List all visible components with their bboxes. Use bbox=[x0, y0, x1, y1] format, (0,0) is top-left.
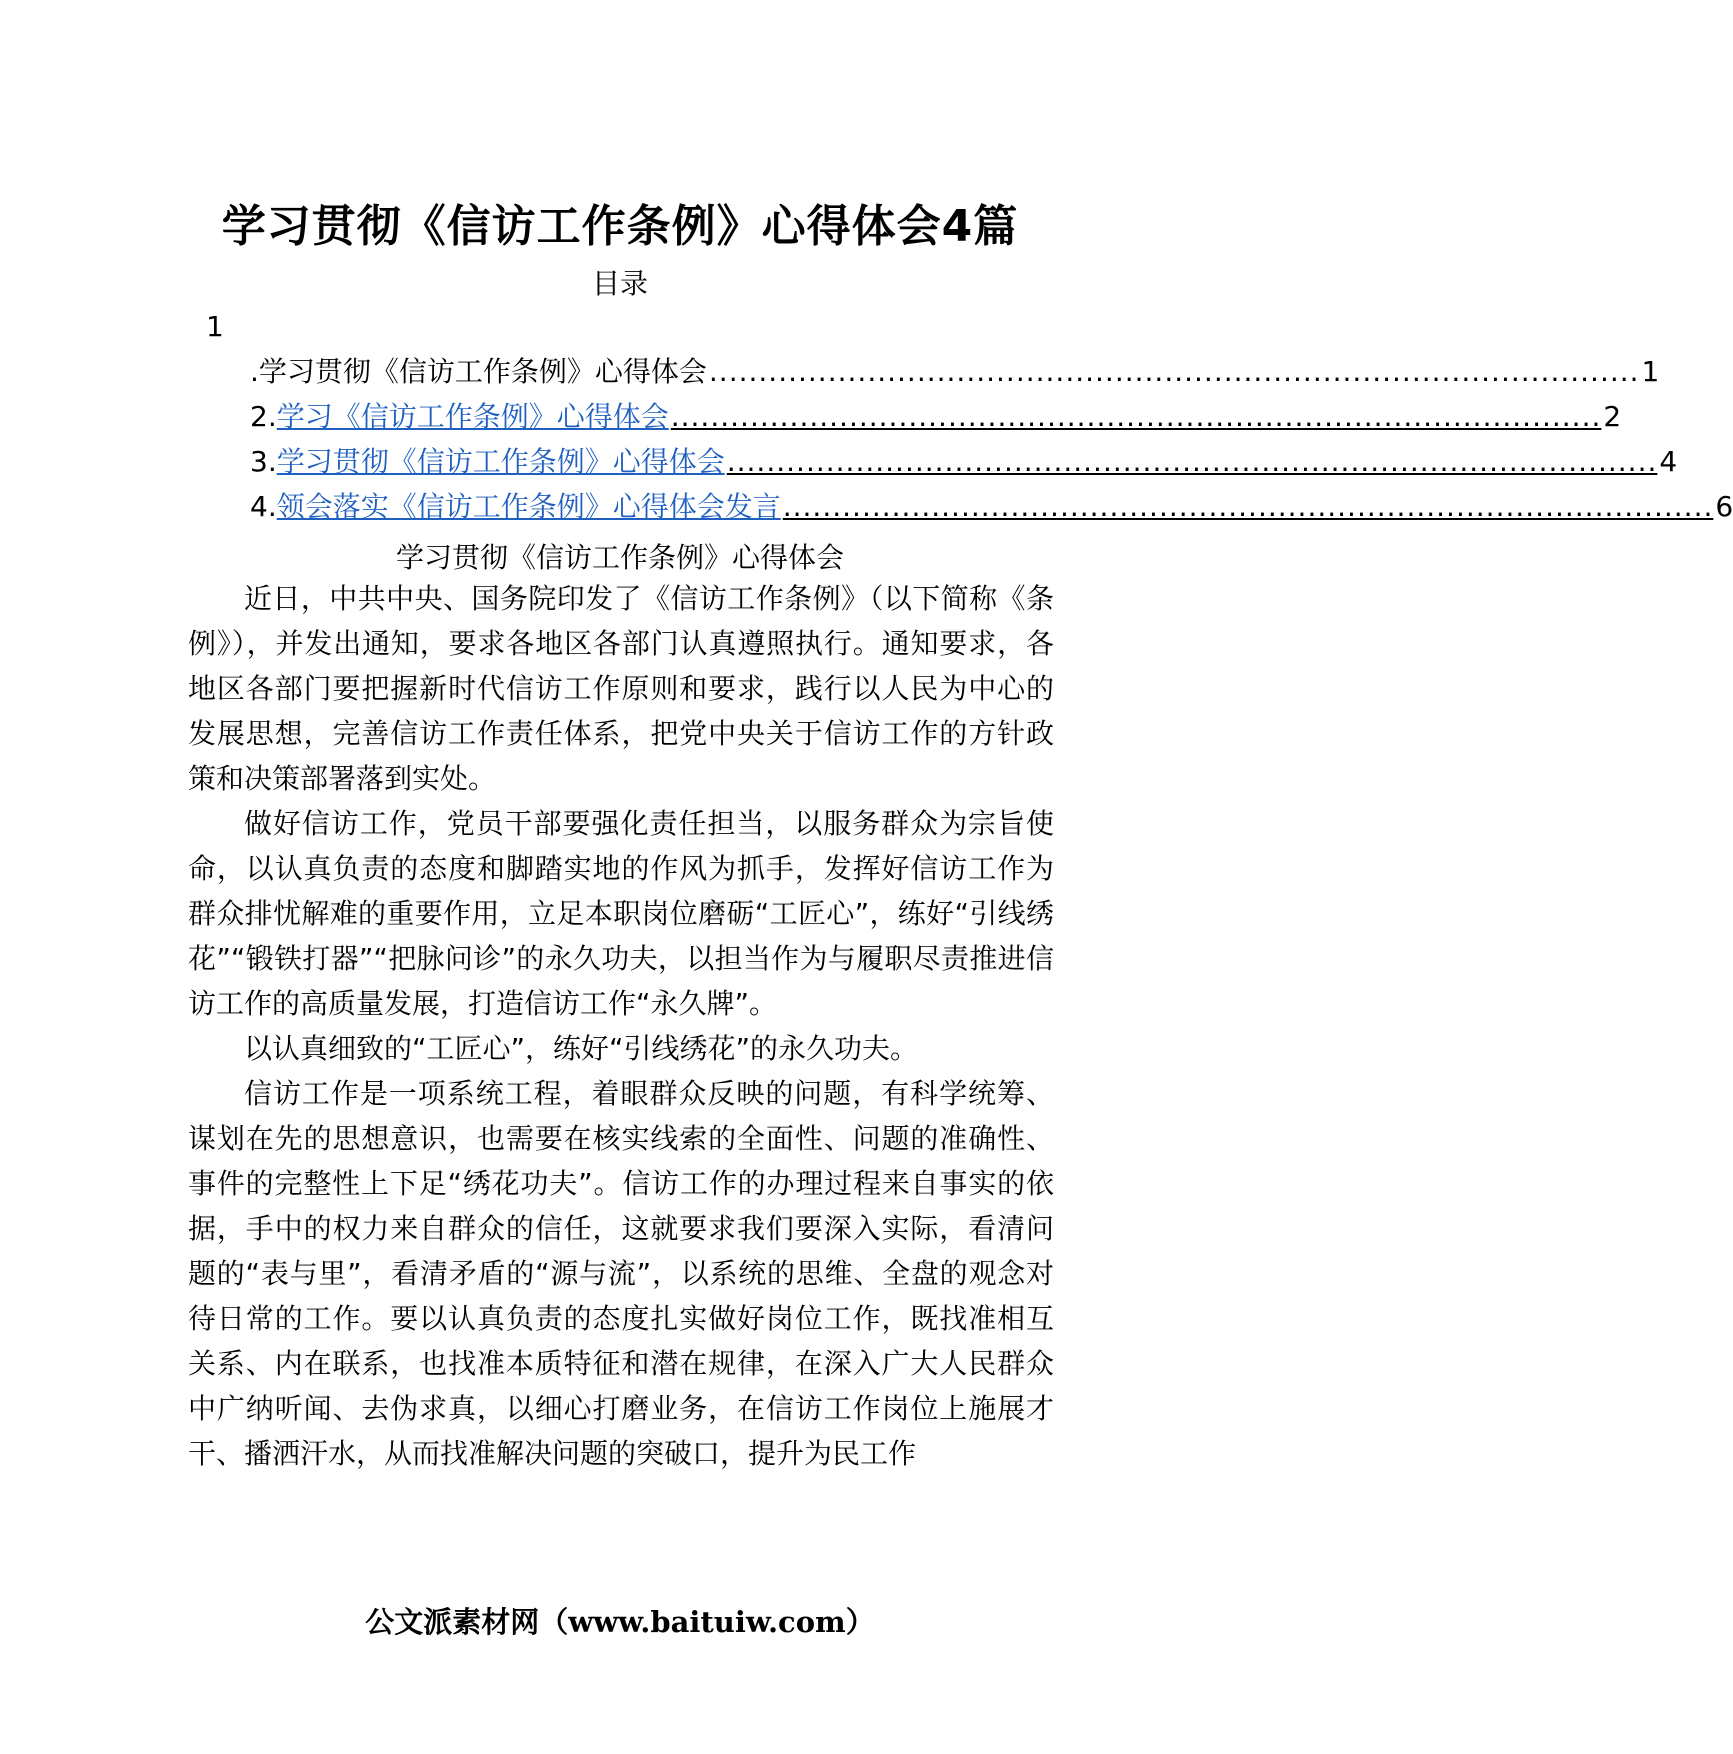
toc-item-text[interactable]: 学习《信访工作条例》心得体会 bbox=[276, 400, 669, 433]
toc-item-page: 2 bbox=[1603, 400, 1622, 433]
toc-heading: 目录 bbox=[591, 267, 648, 300]
section-title: 学习贯彻《信访工作条例》心得体会 bbox=[395, 541, 844, 574]
toc-item-link[interactable] bbox=[250, 440, 1678, 485]
toc-item[interactable] bbox=[250, 350, 1660, 395]
toc-item-text[interactable]: 学习贯彻《信访工作条例》心得体会 bbox=[276, 445, 725, 478]
paragraph: 以认真细致的“工匠心”，练好“引线绣花”的永久功夫。 bbox=[244, 1032, 919, 1065]
toc-leader-dots: .............................................................................................. bbox=[670, 400, 1602, 433]
toc-item-text[interactable]: 领会落实《信访工作条例》心得体会发言 bbox=[276, 490, 781, 523]
paragraph: 信访工作是一项系统工程，着眼群众反映的问题，有科学统筹、谋划在先的思想意识，也需要在核实线索的全面性、问题的准确性、事件的完整性上下足“绣花功夫”。信访工作的办理过程来自事实的依据，手中的权力来自群众的信任，这就要求我们要深入实际，看清问题的“表与里”，看清矛盾的“源与流”，以系统的思维、全盘的观念对待日常的工作。要以认真负责的态度扎实做好岗位工作，既找准相互关系、内在联系，也找准本质特征和潜在规律，在深入广大人民群众中广纳听闻、去伪求真，以细心打磨业务，在信访工作岗位上施展才干、播洒汗水，从而找准解决问题的突破口，提升为民工作 bbox=[188, 1077, 1054, 1470]
toc-item-link[interactable] bbox=[250, 395, 1622, 440]
toc-first-number: 1 bbox=[206, 310, 224, 343]
toc-leader-dots: .............................................................................................. bbox=[726, 445, 1658, 478]
toc-item-number: 3. bbox=[250, 445, 277, 478]
toc-item-link[interactable] bbox=[250, 485, 1733, 530]
body-text bbox=[188, 576, 1054, 1476]
toc-item-page: 4 bbox=[1659, 445, 1678, 478]
toc-item-page: 6 bbox=[1715, 490, 1733, 523]
paragraph: 近日，中共中央、国务院印发了《信访工作条例》（以下简称《条例》），并发出通知，要求各地区各部门认真遵照执行。通知要求，各地区各部门要把握新时代信访工作原则和要求，践行以人民为中心的发展思想，完善信访工作责任体系，把党中央关于信访工作的方针政策和决策部署落到实处。 bbox=[188, 582, 1054, 795]
paragraph: 做好信访工作，党员干部要强化责任担当，以服务群众为宗旨使命，以认真负责的态度和脚踏实地的作风为抓手，发挥好信访工作为群众排忧解难的重要作用，立足本职岗位磨砺“工匠心”，练好“引线绣花”“锻铁打器”“把脉问诊”的永久功夫，以担当作为与履职尽责推进信访工作的高质量发展，打造信访工作“永久牌”。 bbox=[188, 807, 1054, 1020]
toc-item-number: 4. bbox=[250, 490, 277, 523]
table-of-contents bbox=[250, 350, 1733, 530]
document-title: 学习贯彻《信访工作条例》心得体会4篇 bbox=[221, 201, 1019, 252]
toc-item-page: 1 bbox=[1641, 355, 1660, 388]
toc-item-text: .学习贯彻《信访工作条例》心得体会 bbox=[250, 355, 707, 388]
footer-source: 公文派素材网（www.baituiw.com） bbox=[365, 1605, 875, 1639]
toc-leader-dots: .............................................................................................. bbox=[708, 355, 1640, 388]
toc-item-number: 2. bbox=[250, 400, 277, 433]
toc-leader-dots: .............................................................................................. bbox=[782, 490, 1714, 523]
